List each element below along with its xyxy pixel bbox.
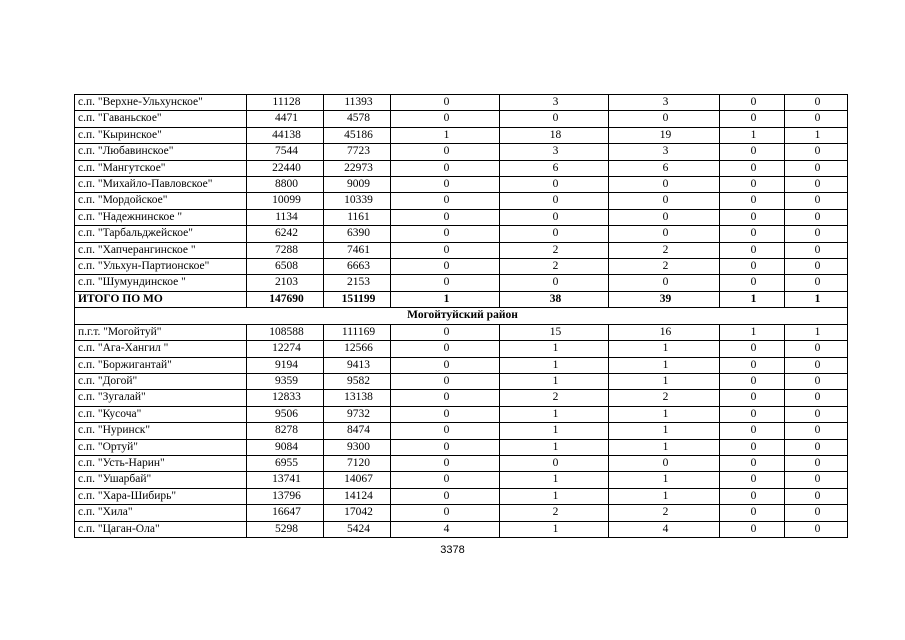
table-cell: 0 [720,439,785,455]
settlement-name: с.п. "Верхне-Ульхунское" [75,95,247,111]
table-cell: 0 [720,472,785,488]
table-cell: 0 [720,144,785,160]
table-cell: 0 [500,177,609,193]
table-cell: 12566 [324,341,391,357]
table-section-a [75,95,848,292]
table-cell: 0 [720,505,785,521]
table-cell: 0 [785,226,848,242]
table-cell: 1 [609,439,720,455]
table-cell: 1 [500,423,609,439]
table-cell: 19 [609,127,720,143]
table-cell: 0 [391,95,500,111]
page-number: 3378 [440,544,465,556]
settlement-name: с.п. "Ульхун-Партионское" [75,259,247,275]
table-cell: 0 [391,373,500,389]
total-cell: 151199 [324,291,391,307]
table-cell: 1 [785,127,848,143]
table-row [75,488,848,504]
table-cell: 0 [391,357,500,373]
table-cell: 0 [391,390,500,406]
total-label: ИТОГО ПО МО [75,291,247,307]
table-cell: 0 [720,423,785,439]
table-cell: 0 [785,488,848,504]
table-cell: 0 [391,242,500,258]
table-cell: 0 [720,521,785,537]
table-row [75,144,848,160]
table-cell: 0 [720,111,785,127]
table-cell: 2 [500,390,609,406]
table-cell: 9506 [247,406,324,422]
table-cell: 0 [391,111,500,127]
settlement-name: с.п. "Хапчерангинское " [75,242,247,258]
table-cell: 1161 [324,209,391,225]
table-cell: 1 [720,127,785,143]
table-cell: 1 [609,357,720,373]
table-cell: 9582 [324,373,391,389]
table-cell: 3 [609,144,720,160]
table-cell: 0 [785,144,848,160]
table-cell: 0 [391,439,500,455]
table-cell: 1 [609,406,720,422]
table-cell: 9413 [324,357,391,373]
table-row [75,439,848,455]
table-row [75,406,848,422]
table-cell: 0 [785,160,848,176]
table-cell: 0 [785,259,848,275]
table-cell: 0 [785,242,848,258]
table-cell: 0 [785,357,848,373]
table-cell: 2 [609,390,720,406]
settlement-name: с.п. "Боржигантай" [75,357,247,373]
table-cell: 16647 [247,505,324,521]
table-row [75,275,848,291]
table-cell: 0 [785,341,848,357]
table-cell: 0 [785,177,848,193]
settlement-name: с.п. "Цаган-Ола" [75,521,247,537]
table-row [75,341,848,357]
table-cell: 0 [720,226,785,242]
settlement-name: с.п. "Любавинское" [75,144,247,160]
table-cell: 16 [609,324,720,340]
table-cell: 0 [391,275,500,291]
settlement-name: с.п. "Тарбальджейское" [75,226,247,242]
table-cell: 108588 [247,324,324,340]
table-cell: 0 [500,226,609,242]
table-cell: 0 [609,226,720,242]
table-cell: 0 [609,455,720,471]
table-cell: 18 [500,127,609,143]
section-title: Могойтуйский район [75,308,848,324]
table-cell: 0 [500,209,609,225]
table-cell: 0 [391,472,500,488]
table-row [75,127,848,143]
table-cell: 0 [720,177,785,193]
section-header-row [75,308,848,324]
settlement-name: с.п. "Мангутское" [75,160,247,176]
table-cell: 1 [500,406,609,422]
table-cell: 0 [500,111,609,127]
table-cell: 0 [785,193,848,209]
table-row [75,209,848,225]
table-cell: 7723 [324,144,391,160]
table-cell: 22440 [247,160,324,176]
settlement-name: с.п. "Кусоча" [75,406,247,422]
table-cell: 14067 [324,472,391,488]
table-cell: 0 [391,455,500,471]
settlement-name: с.п. "Нуринск" [75,423,247,439]
table-cell: 9009 [324,177,391,193]
table-cell: 1 [785,324,848,340]
table-cell: 0 [391,505,500,521]
table-cell: 8278 [247,423,324,439]
table-cell: 22973 [324,160,391,176]
table-cell: 2 [500,505,609,521]
table-cell: 0 [391,193,500,209]
table-cell: 0 [391,423,500,439]
table-row [75,455,848,471]
table-cell: 13741 [247,472,324,488]
table-cell: 8474 [324,423,391,439]
table-cell: 0 [609,209,720,225]
table-cell: 5424 [324,521,391,537]
table-cell: 0 [785,423,848,439]
table-cell: 0 [609,111,720,127]
table-cell: 0 [720,357,785,373]
table-cell: 13796 [247,488,324,504]
table-cell: 0 [785,373,848,389]
total-cell: 38 [500,291,609,307]
settlement-name: с.п. "Хила" [75,505,247,521]
table-row [75,390,848,406]
table-cell: 2 [500,242,609,258]
table-cell: 5298 [247,521,324,537]
table-cell: 11128 [247,95,324,111]
settlement-name: с.п. "Ушарбай" [75,472,247,488]
table-cell: 1 [500,472,609,488]
settlement-name: с.п. "Михайло-Павловское" [75,177,247,193]
table-cell: 0 [391,259,500,275]
table-cell: 7461 [324,242,391,258]
table-cell: 13138 [324,390,391,406]
table-cell: 0 [785,406,848,422]
table-row [75,226,848,242]
table-cell: 2103 [247,275,324,291]
table-cell: 0 [785,95,848,111]
table-cell: 0 [720,373,785,389]
table-cell: 9084 [247,439,324,455]
table-cell: 0 [720,95,785,111]
total-row [75,291,848,307]
table-cell: 1 [500,439,609,455]
settlement-name: п.г.т. "Могойтуй" [75,324,247,340]
table-cell: 6955 [247,455,324,471]
table-cell: 0 [785,521,848,537]
table-row [75,160,848,176]
table-cell: 45186 [324,127,391,143]
table-row [75,259,848,275]
table-cell: 1 [609,488,720,504]
table-row [75,505,848,521]
table-cell: 7544 [247,144,324,160]
table-cell: 4471 [247,111,324,127]
table-cell: 0 [785,275,848,291]
total-cell: 39 [609,291,720,307]
table-cell: 0 [391,406,500,422]
table-cell: 0 [720,390,785,406]
table-row [75,324,848,340]
total-cell: 1 [785,291,848,307]
table-row [75,357,848,373]
table-cell: 0 [391,160,500,176]
table-cell: 0 [720,455,785,471]
table-cell: 1 [720,324,785,340]
settlement-name: с.п. "Кыринское" [75,127,247,143]
table-cell: 0 [785,472,848,488]
settlement-name: с.п. "Гаваньское" [75,111,247,127]
table-cell: 44138 [247,127,324,143]
table-row [75,111,848,127]
table-cell: 0 [391,341,500,357]
table-cell: 4578 [324,111,391,127]
table-cell: 0 [720,160,785,176]
settlement-name: с.п. "Ортуй" [75,439,247,455]
table-cell: 0 [391,177,500,193]
table-cell: 1 [500,357,609,373]
table-cell: 1 [609,341,720,357]
table-cell: 6242 [247,226,324,242]
table-cell: 0 [720,488,785,504]
table-cell: 1 [500,373,609,389]
table-row [75,521,848,537]
table-cell: 0 [720,275,785,291]
table-cell: 2153 [324,275,391,291]
table-cell: 14124 [324,488,391,504]
table-cell: 1 [500,488,609,504]
table-cell: 1 [500,521,609,537]
table-cell: 0 [720,341,785,357]
table-cell: 1 [500,341,609,357]
table-cell: 0 [391,226,500,242]
table-cell: 0 [609,275,720,291]
table-cell: 1 [609,373,720,389]
table-cell: 9300 [324,439,391,455]
table-section-b [75,324,848,537]
total-cell: 1 [720,291,785,307]
table-row [75,423,848,439]
table-cell: 0 [720,259,785,275]
table-cell: 9732 [324,406,391,422]
table-cell: 7120 [324,455,391,471]
settlement-name: с.п. "Догой" [75,373,247,389]
table-row [75,177,848,193]
table-cell: 6 [609,160,720,176]
table-cell: 6390 [324,226,391,242]
table-cell: 10339 [324,193,391,209]
table-cell: 0 [609,193,720,209]
table-cell: 15 [500,324,609,340]
table-cell: 4 [609,521,720,537]
table-cell: 2 [609,242,720,258]
table-cell: 0 [785,455,848,471]
table-cell: 0 [720,242,785,258]
settlement-name: с.п. "Шумундинское " [75,275,247,291]
table-cell: 1134 [247,209,324,225]
table-cell: 9359 [247,373,324,389]
settlement-name: с.п. "Надежнинское " [75,209,247,225]
settlement-name: с.п. "Зугалай" [75,390,247,406]
table-row [75,242,848,258]
table-cell: 2 [609,505,720,521]
settlement-name: с.п. "Ага-Хангил " [75,341,247,357]
table-cell: 11393 [324,95,391,111]
table-cell: 3 [500,144,609,160]
population-table [74,94,848,538]
table-cell: 0 [720,193,785,209]
table-cell: 0 [391,324,500,340]
table-cell: 0 [500,193,609,209]
table-cell: 2 [500,259,609,275]
table-cell: 0 [785,390,848,406]
table-cell: 3 [500,95,609,111]
table-cell: 12274 [247,341,324,357]
table-cell: 1 [391,127,500,143]
table-row [75,95,848,111]
table-cell: 0 [391,488,500,504]
table-cell: 0 [720,209,785,225]
table-cell: 111169 [324,324,391,340]
table-cell: 7288 [247,242,324,258]
table-row [75,472,848,488]
settlement-name: с.п. "Хара-Шибирь" [75,488,247,504]
table-cell: 6 [500,160,609,176]
table-cell: 0 [720,406,785,422]
table-cell: 6508 [247,259,324,275]
table-cell: 17042 [324,505,391,521]
table-cell: 1 [609,472,720,488]
table-cell: 0 [785,111,848,127]
table-cell: 6663 [324,259,391,275]
table-cell: 9194 [247,357,324,373]
table-cell: 2 [609,259,720,275]
total-cell: 147690 [247,291,324,307]
table-cell: 0 [785,209,848,225]
table-cell: 4 [391,521,500,537]
table-row [75,193,848,209]
table-cell: 10099 [247,193,324,209]
table-cell: 0 [500,455,609,471]
total-cell: 1 [391,291,500,307]
table-cell: 0 [785,505,848,521]
table-cell: 0 [391,144,500,160]
table-cell: 12833 [247,390,324,406]
table-cell: 0 [391,209,500,225]
table-cell: 3 [609,95,720,111]
table-cell: 8800 [247,177,324,193]
table-cell: 0 [785,439,848,455]
table-cell: 0 [609,177,720,193]
settlement-name: с.п. "Мордойское" [75,193,247,209]
table-row [75,373,848,389]
settlement-name: с.п. "Усть-Нарин" [75,455,247,471]
table-cell: 1 [609,423,720,439]
table-cell: 0 [500,275,609,291]
